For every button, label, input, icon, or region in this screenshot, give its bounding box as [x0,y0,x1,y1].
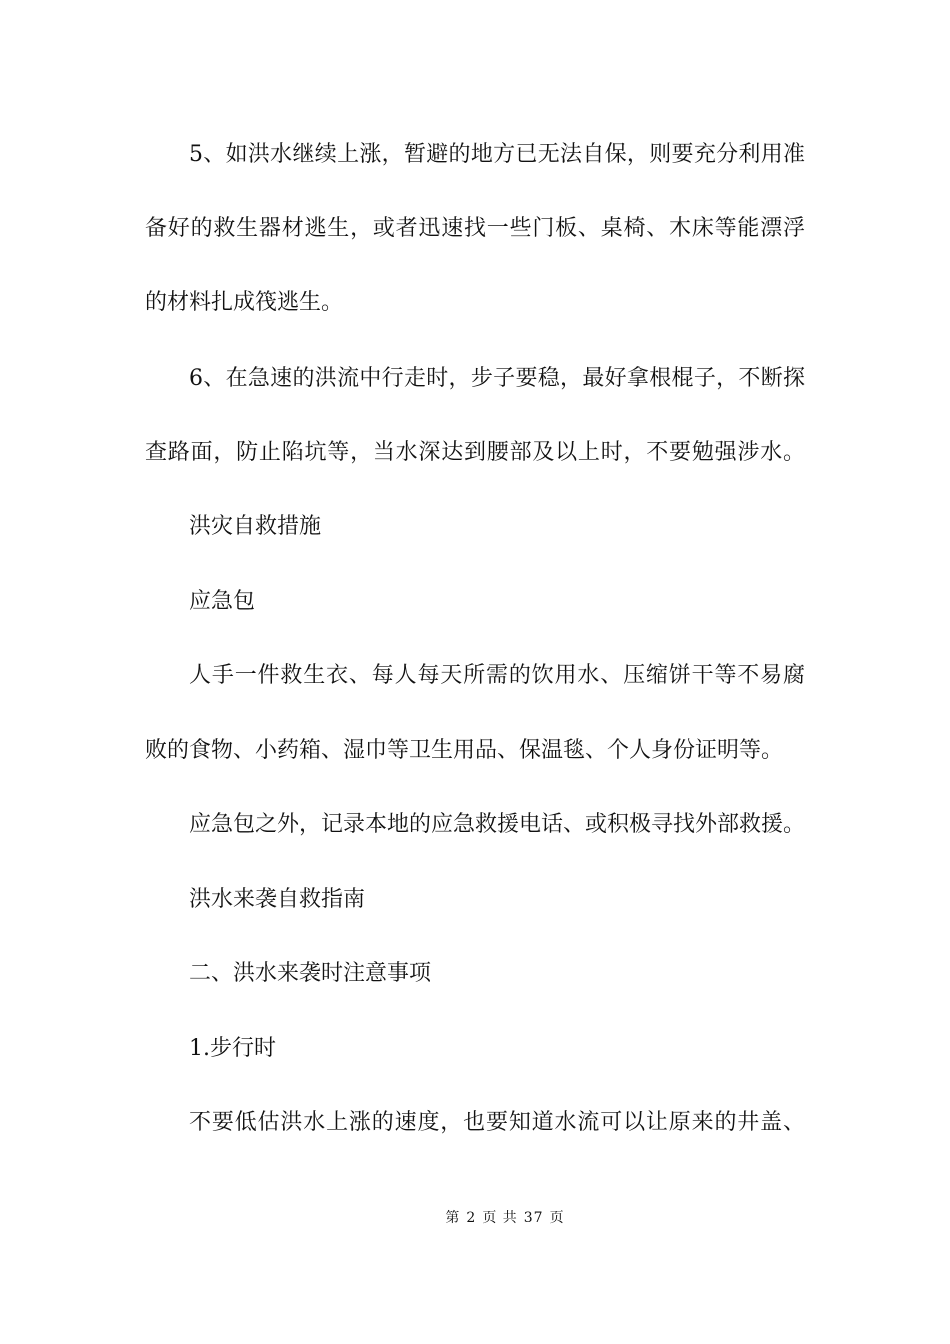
footer-total-pages: 37 [523,1210,544,1226]
section-heading: 1.步行时 [189,1036,276,1061]
page-footer [0,1208,950,1228]
footer-suffix: 页 [549,1210,565,1226]
paragraph-line: 人手一件救生衣、每人每天所需的饮用水、压缩饼干等不易腐 [189,663,805,688]
footer-mid: 页 共 [482,1210,518,1226]
section-heading: 应急包 [189,589,256,614]
paragraph-line: 6、在急速的洪流中行走时，步子要稳，最好拿根棍子，不断探 [189,366,805,391]
footer-page-number: 2 [466,1210,477,1226]
paragraph-line: 不要低估洪水上涨的速度，也要知道水流可以让原来的井盖、 [189,1110,805,1135]
paragraph-line: 查路面，防止陷坑等，当水深达到腰部及以上时，不要勉强涉水。 [145,440,805,465]
section-heading: 洪水来袭自救指南 [189,887,366,912]
paragraph-line: 应急包之外，记录本地的应急救援电话、或积极寻找外部救援。 [189,812,806,837]
footer-prefix: 第 [445,1210,461,1226]
paragraph-line: 5、如洪水继续上涨，暂避的地方已无法自保，则要充分利用准 [189,142,805,167]
section-heading: 洪灾自救措施 [189,514,322,539]
paragraph-line: 的材料扎成筏逃生。 [145,290,344,315]
paragraph-line: 备好的救生器材逃生，或者迅速找一些门板、桌椅、木床等能漂浮 [145,216,805,241]
section-heading: 二、洪水来袭时注意事项 [189,961,432,986]
paragraph-line: 败的食物、小药箱、湿巾等卫生用品、保温毯、个人身份证明等。 [145,738,784,763]
